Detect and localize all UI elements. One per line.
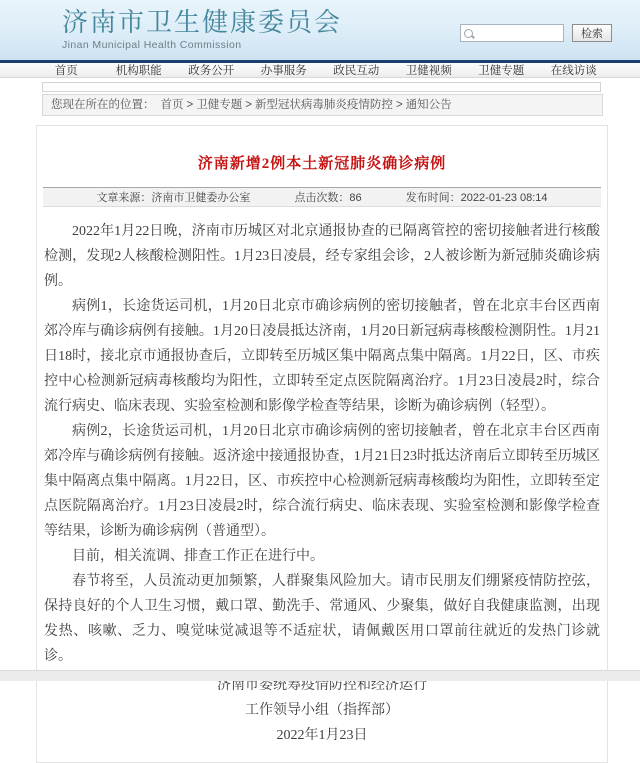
search-input[interactable] — [473, 26, 560, 40]
article-publish-time: 发布时间：2022-01-23 08:14 — [406, 189, 548, 205]
sub-nav-strip — [42, 82, 601, 92]
nav-item-home[interactable]: 首页 — [30, 62, 103, 78]
signature-line-group: 工作领导小组（指挥部） — [43, 698, 601, 723]
article-paragraph: 2022年1月22日晚，济南市历城区对北京通报协查的已隔离管控的密切接触者进行核酸检测，发现2人核酸检测阳性。1月23日凌晨，经专家组会诊，2人被诊断为新冠肺炎确诊病例。 — [44, 219, 600, 294]
search-button[interactable]: 检索 — [572, 24, 612, 42]
nav-item-interview[interactable]: 在线访谈 — [538, 62, 611, 78]
nav-item-gov-affairs[interactable]: 政务公开 — [175, 62, 248, 78]
article-body — [43, 219, 601, 669]
nav-item-topics[interactable]: 卫健专题 — [465, 62, 538, 78]
site-title: 济南市卫生健康委员会 — [62, 9, 342, 36]
breadcrumb-home[interactable]: 首页 — [161, 98, 184, 112]
article-click-count: 点击次数：86 — [294, 189, 361, 205]
page-body — [0, 78, 640, 763]
signature-line-org: 济南市委统筹疫情防控和经济运行 — [43, 673, 601, 698]
footer-strip — [0, 670, 640, 681]
site-brand — [62, 9, 342, 50]
article-signature — [43, 673, 601, 748]
main-nav — [0, 60, 640, 78]
breadcrumb — [42, 94, 603, 116]
article-container — [36, 125, 608, 763]
breadcrumb-prefix: 您现在所在的位置： — [51, 98, 155, 112]
article-title: 济南新增2例本土新冠肺炎确诊病例 — [43, 152, 601, 173]
site-subtitle: Jinan Municipal Health Commission — [62, 39, 342, 51]
breadcrumb-notices[interactable]: 通知公告 — [406, 98, 452, 112]
breadcrumb-separator: > — [187, 98, 194, 112]
breadcrumb-topics[interactable]: 卫健专题 — [196, 98, 242, 112]
article-meta-bar — [43, 187, 601, 207]
breadcrumb-separator: > — [245, 98, 252, 112]
search-box — [460, 24, 564, 42]
breadcrumb-covid[interactable]: 新型冠状病毒肺炎疫情防控 — [255, 98, 393, 112]
nav-item-functions[interactable]: 机构职能 — [103, 62, 176, 78]
search-icon — [464, 29, 473, 38]
article-paragraph: 春节将至，人员流动更加频繁，人群聚集风险加大。请市民朋友们绷紧疫情防控弦，保持良好的个人卫生习惯，戴口罩、勤洗手、常通风、少聚集，做好自我健康监测，出现发热、咳嗽、乏力、嗅觉味觉减退等不适症状，请佩戴医用口罩前往就近的发热门诊就诊。 — [44, 569, 600, 669]
search-area — [460, 24, 612, 42]
site-header — [0, 0, 640, 60]
article-paragraph: 病例2，长途货运司机，1月20日北京市确诊病例的密切接触者，曾在北京丰台区西南郊冷库与确诊病例有接触。返济途中接通报协查，1月21日23时抵达济南后立即转至历城区集中隔离点集中隔离。1月22日，区、市疾控中心检测新冠病毒核酸均为阳性，立即转至定点医院隔离治疗。1月23日凌晨2时，综合流行病史、临床表现、实验室检测和影像学检查等结果，诊断为确诊病例（普通型）。 — [44, 419, 600, 544]
article-source: 文章来源：济南市卫健委办公室 — [96, 189, 250, 205]
article-paragraph: 病例1，长途货运司机，1月20日北京市确诊病例的密切接触者，曾在北京丰台区西南郊冷库与确诊病例有接触。1月20日凌晨抵达济南，1月20日新冠病毒核酸检测阴性。1月21日18时，接北京市通报协查后，立即转至历城区集中隔离点集中隔离。1月22日，区、市疾控中心检测新冠病毒核酸均为阳性，立即转至定点医院隔离治疗。1月23日凌晨2时，综合流行病史、临床表现、实验室检测和影像学检查等结果，诊断为确诊病例（轻型）。 — [44, 294, 600, 419]
breadcrumb-separator: > — [396, 98, 403, 112]
nav-item-interaction[interactable]: 政民互动 — [320, 62, 393, 78]
nav-item-services[interactable]: 办事服务 — [248, 62, 321, 78]
signature-line-date: 2022年1月23日 — [43, 723, 601, 748]
nav-item-videos[interactable]: 卫健视频 — [393, 62, 466, 78]
article-paragraph: 目前，相关流调、排查工作正在进行中。 — [44, 544, 600, 569]
